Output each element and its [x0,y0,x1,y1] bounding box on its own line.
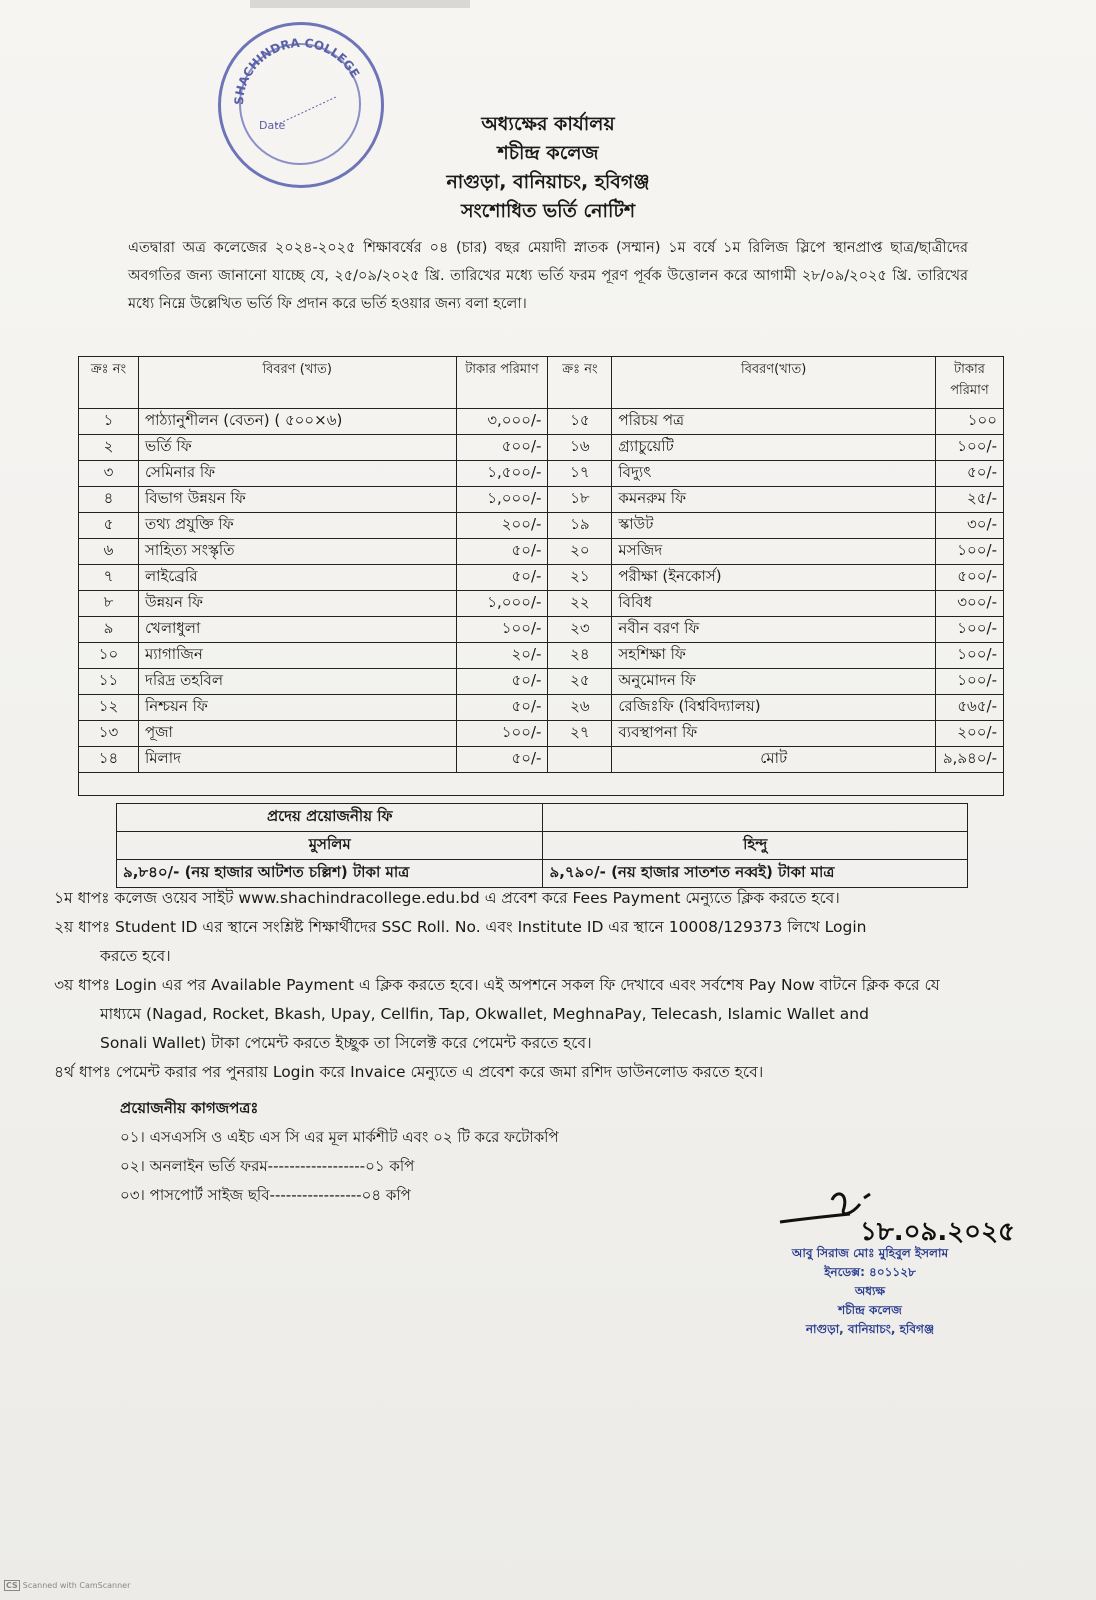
fee-cell-item2: বিদ্যুৎ [612,461,936,487]
document-item: ০১। এসএসসি ও এইচ এস সি এর মূল মার্কশীট এবং ০২ টি করে ফটোকপি [120,1128,559,1146]
fee-cell-sl: ২ [79,435,139,461]
fee-cell-item: সাহিত্য সংস্কৃতি [138,539,456,565]
fee-cell-item2: পরিচয় পত্র [612,409,936,435]
principal-index: ইনডেক্স: ৪০১১২৮ [824,1265,916,1279]
scan-edge-mark [250,0,470,8]
fee-cell-amount: ৫০০/- [456,435,548,461]
fee-cell-amount: ১০০/- [456,617,548,643]
camscanner-logo-icon: CS [6,1581,18,1590]
fee-cell-sl2: ১৯ [548,513,612,539]
fee-cell-amount2: ৯,৯৪০/- [935,747,1003,773]
payable-title: প্রদেয় প্রয়োজনীয় ফি [117,804,543,832]
fee-cell-item: ভর্তি ফি [138,435,456,461]
fee-cell-amount: ৫০/- [456,669,548,695]
step-2: ২য় ধাপঃ Student ID এর স্থানে সংশ্লিষ্ট শিক্ষার্থীদের SSC Roll. No. এবং Institute ID এর স্থানে 10008/129373 লিখে Login [54,918,867,936]
fee-cell-sl: ৮ [79,591,139,617]
fee-cell-sl: ১৩ [79,721,139,747]
step-4: ৪র্থ ধাপঃ পেমেন্ট করার পর পুনরায় Login করে Invaice মেন্যুতে এ প্রবেশ করে জমা রশিদ ডাউনলোড করতে হবে। [54,1063,764,1081]
fee-cell-sl2: ২৫ [548,669,612,695]
fee-cell-item2: অনুমোদন ফি [612,669,936,695]
fee-row [79,669,1004,695]
fee-row [79,513,1004,539]
fee-cell-item: সেমিনার ফি [138,461,456,487]
fee-cell-item2: গ্র্যাচুয়েটি [612,435,936,461]
fee-cell-item: দরিদ্র তহবিল [138,669,456,695]
required-documents [120,1094,680,1210]
fee-cell-sl: ৭ [79,565,139,591]
fee-cell-amount: ৫০/- [456,539,548,565]
fee-table [78,356,1004,796]
fee-cell-amount2: ৫০/- [935,461,1003,487]
documents-heading: প্রয়োজনীয় কাগজপত্রঃ [120,1099,259,1117]
step-3: ৩য় ধাপঃ Login এর পর Available Payment এ ক্লিক করতে হবে। এই অপশনে সকল ফি দেখাবে এবং সর্বশেষ Pay Now বাটনে ক্লিক করে যে [54,976,940,994]
fee-cell-sl2: ১৫ [548,409,612,435]
col-amount: টাকার পরিমাণ [456,357,548,409]
fee-cell-sl: ১৪ [79,747,139,773]
office-title: অধ্যক্ষের কার্যালয় [481,113,615,135]
fee-cell-item2: মোট [612,747,936,773]
principal-name: আবু সিরাজ মোঃ মুহিবুল ইসলাম [791,1246,949,1260]
signature-college: শচীন্দ্র কলেজ [838,1303,902,1317]
fee-cell-amount2: ২৫/- [935,487,1003,513]
fee-blank-row [79,773,1004,796]
muslim-amount: ৯,৮৪০/- (নয় হাজার আটশত চল্লিশ) টাকা মাত্র [117,860,543,888]
col-item: বিবরণ (খাত) [138,357,456,409]
fee-cell-sl: ৯ [79,617,139,643]
fee-cell-sl2: ১৬ [548,435,612,461]
fee-cell-item2: কমনরুম ফি [612,487,936,513]
col-item2: বিবরণ(খাত) [612,357,936,409]
fee-cell-sl: ১০ [79,643,139,669]
payable-title-blank [543,804,968,832]
fee-cell-item2: স্কাউট [612,513,936,539]
fee-cell-sl: ১ [79,409,139,435]
fee-cell-amount: ২০/- [456,643,548,669]
fee-cell-item: উন্নয়ন ফি [138,591,456,617]
fee-table-header [79,357,1004,409]
fee-cell-item2: ব্যবস্থাপনা ফি [612,721,936,747]
fee-row [79,617,1004,643]
fee-cell-amount: ৫০/- [456,565,548,591]
payable-fee-table [116,803,968,888]
fee-row [79,591,1004,617]
fee-cell-sl: ৩ [79,461,139,487]
fee-cell-amount: ৫০/- [456,747,548,773]
fee-row [79,747,1004,773]
fee-cell-sl2: ২০ [548,539,612,565]
fee-cell-amount: ৩,০০০/- [456,409,548,435]
fee-cell-amount: ১,০০০/- [456,487,548,513]
scanner-watermark: CS Scanned with CamScanner [6,1581,131,1590]
fee-cell-sl2: ১৮ [548,487,612,513]
document-item: ০২। অনলাইন ভর্তি ফরম------------------০১ কপি [120,1157,415,1175]
fee-cell-amount2: ৩০০/- [935,591,1003,617]
fee-row [79,643,1004,669]
fee-cell-item2: রেজিঃফি (বিশ্ববিদ্যালয়) [612,695,936,721]
col-amount2: টাকার পরিমাণ [935,357,1003,409]
fee-row [79,695,1004,721]
fee-cell-item2: মসজিদ [612,539,936,565]
college-name: শচীন্দ্র কলেজ [497,142,599,164]
principal-title: অধ্যক্ষ [854,1284,886,1298]
fee-cell-sl2: ২২ [548,591,612,617]
fee-cell-item: পূজা [138,721,456,747]
fee-cell-item2: নবীন বরণ ফি [612,617,936,643]
fee-cell-sl2: ২৬ [548,695,612,721]
fee-cell-amount: ১০০/- [456,721,548,747]
fee-cell-amount: ৫০/- [456,695,548,721]
fee-row [79,539,1004,565]
fee-cell-sl2: ২৩ [548,617,612,643]
fee-row [79,461,1004,487]
fee-cell-sl: ৫ [79,513,139,539]
college-address: নাগুড়া, বানিয়াচং, হবিগঞ্জ [446,171,650,193]
signature-block [760,1244,980,1339]
fee-cell-sl2: ২১ [548,565,612,591]
document-item: ০৩। পাসপোর্ট সাইজ ছবি-----------------০৪ কপি [120,1186,411,1204]
fee-cell-sl2: ১৭ [548,461,612,487]
fee-cell-amount2: ১০০ [935,409,1003,435]
fee-cell-item2: পরীক্ষা (ইনকোর্স) [612,565,936,591]
fee-cell-sl2: ২৭ [548,721,612,747]
muslim-label: মুসলিম [117,832,543,860]
fee-cell-item: লাইব্রেরি [138,565,456,591]
svg-text:Date: Date [259,119,286,132]
step-3-cont-1: মাধ্যমে (Nagad, Rocket, Bkash, Upay, Cellfin, Tap, Okwallet, MeghnaPay, Telecash, Islamic Wallet and [100,1005,869,1023]
step-1: ১ম ধাপঃ কলেজ ওয়েব সাইট www.shachindracollege.edu.bd এ প্রবেশ করে Fees Payment মেন্যুতে ক্লিক করতে হবে। [54,889,840,907]
fee-cell-amount2: ১০০/- [935,435,1003,461]
payment-steps [54,884,954,1087]
notice-title: সংশোধিত ভর্তি নোটিশ [460,200,636,222]
step-3-cont-2: Sonali Wallet) টাকা পেমেন্ট করতে ইচ্ছুক তা সিলেক্ট করে পেমেন্ট করতে হবে। [100,1034,592,1052]
fee-row [79,435,1004,461]
fee-cell-amount2: ১০০/- [935,669,1003,695]
fee-cell-amount2: ২০০/- [935,721,1003,747]
fee-cell-item: বিভাগ উন্নয়ন ফি [138,487,456,513]
hindu-label: হিন্দু [543,832,968,860]
fee-cell-amount: ১,০০০/- [456,591,548,617]
svg-text:SHACHINDRA COLLEGE: SHACHINDRA COLLEGE [231,35,363,106]
fee-row [79,565,1004,591]
intro-paragraph: এতদ্বারা অত্র কলেজের ২০২৪-২০২৫ শিক্ষাবর্ষের ০৪ (চার) বছর মেয়াদী স্নাতক (সম্মান) ১ম বর্ষে ১ম রিলিজ স্লিপে স্থানপ্রাপ্ত ছাত্র/ছাত্রীদের অবগতির জন্য জানানো যাচ্ছে যে, ২৫/০৯/২০২৫ খ্রি. তারিখের মধ্যে ভর্তি ফরম পূরণ পূর্বক উত্তোলন করে আগামী ২৮/০৯/২০২৫ খ্রি. তারিখের মধ্যে নিম্নে উল্লেখিত ভর্তি ফি প্রদান করে ভর্তি হওয়ার জন্য বলা হলো। [128,240,968,312]
fee-cell-amount2: ১০০/- [935,617,1003,643]
fee-row [79,487,1004,513]
fee-cell-amount2: ৫০০/- [935,565,1003,591]
fee-cell-sl: ৬ [79,539,139,565]
fee-cell-item: নিশ্চয়ন ফি [138,695,456,721]
fee-cell-item: পাঠ্যানুশীলন (বেতন) ( ৫০০×৬) [138,409,456,435]
fee-cell-item2: সহশিক্ষা ফি [612,643,936,669]
hindu-amount: ৯,৭৯০/- (নয় হাজার সাতশত নব্বই) টাকা মাত্র [543,860,968,888]
fee-cell-amount2: ১০০/- [935,539,1003,565]
step-2-cont: করতে হবে। [100,947,171,965]
fee-cell-amount2: ৫৬৫/- [935,695,1003,721]
signature-address: নাগুড়া, বানিয়াচং, হবিগঞ্জ [805,1322,935,1336]
fee-cell-sl2 [548,747,612,773]
notice-header [0,110,1096,226]
fee-cell-sl: ১১ [79,669,139,695]
col-sl: ক্রঃ নং [79,357,139,409]
fee-row [79,409,1004,435]
col-sl2: ক্রঃ নং [548,357,612,409]
fee-cell-amount: ২০০/- [456,513,548,539]
fee-cell-sl2: ২৪ [548,643,612,669]
fee-row [79,721,1004,747]
fee-cell-sl: ৪ [79,487,139,513]
fee-cell-item: তথ্য প্রযুক্তি ফি [138,513,456,539]
fee-cell-item: খেলাধুলা [138,617,456,643]
fee-cell-item: ম্যাগাজিন [138,643,456,669]
fee-cell-sl: ১২ [79,695,139,721]
fee-cell-amount2: ৩০/- [935,513,1003,539]
svg-text:১৮.০৯.২০২৫: ১৮.০৯.২০২৫ [860,1217,1015,1247]
fee-cell-amount2: ১০০/- [935,643,1003,669]
fee-cell-item: মিলাদ [138,747,456,773]
fee-cell-item2: বিবিধ [612,591,936,617]
fee-cell-amount: ১,৫০০/- [456,461,548,487]
